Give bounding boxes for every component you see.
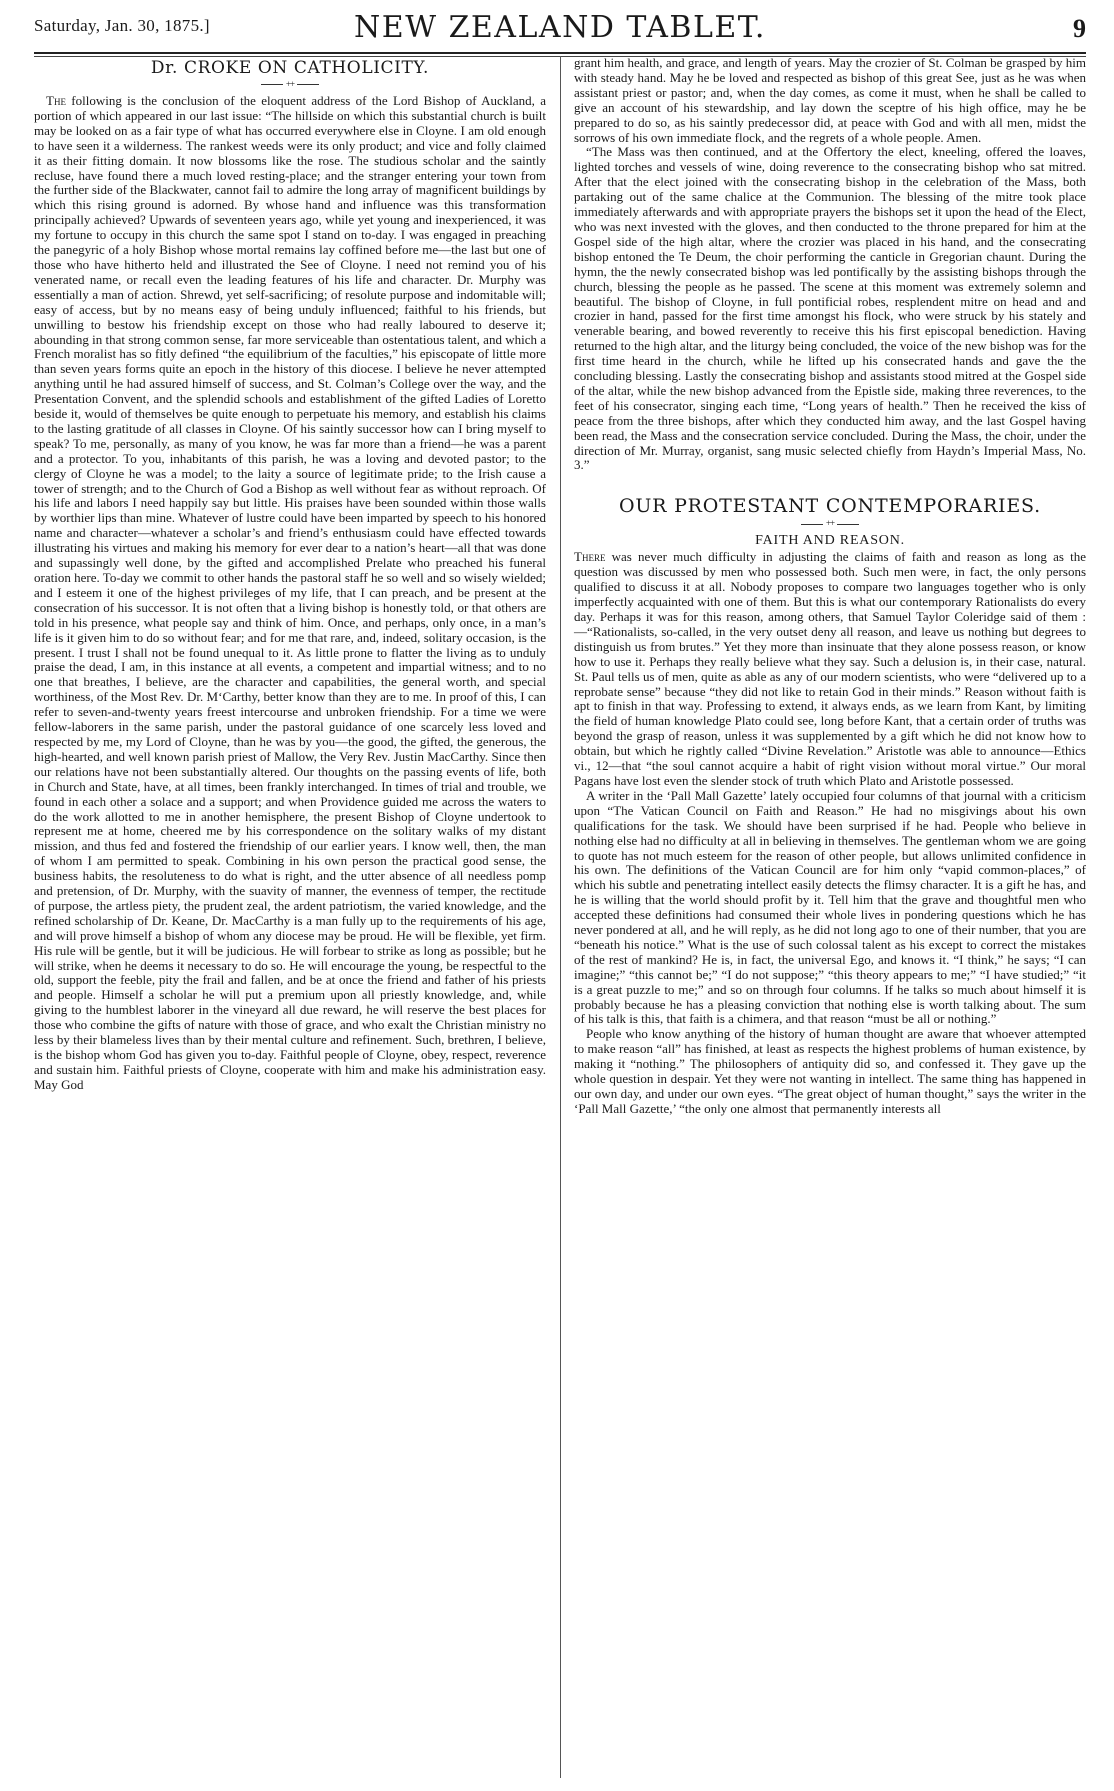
subheading-faith-reason: FAITH AND REASON. [755,533,905,549]
issue-date: Saturday, Jan. 30, 1875.] [34,16,210,35]
newspaper-title: NEW ZEALAND TABLET. [354,10,766,45]
article-paragraph: People who know anything of the history of human thought are aware that whoever attempted to make reason “all” has finished, at least as respects the highest problems of human existence, by making it “nothing.” The philosophers of antiquity did so, and confessed it. They gave up the whole question in despair. Yet they were not wanting in intellect. The same thing has happened in our own day, and under our own eyes. “The great object of human thought,” says the writer in the ‘Pall Mall Gazette,’ “the only one almost that permanently interests all [574,1026,1086,1116]
article-paragraph: following is the conclusion of the eloquent address of the Lord Bishop of Auckland, a portion of which appeared in our last issue: “The hillside on which this substantial church is built may be looked on as a fair type of what has occurred everywhere else in Cloyne. I am old enough to have seen it a wilderness. The rankest weeds were its only product; and vice and folly claimed it as their fitting domain. It now blossoms like the rose. The studious scholar and the saintly recluse, have found there a much loved resting-place; and the stranger entering your town from the further side of the Blackwater, cannot fail to admire the long array of magnificent buildings by which this rising ground is adorned. By whose hand and influence was this transformation principally achieved? Upwards of seventeen years ago, while yet young and inexperienced, it was my fortune to occupy in this church the same spot I stand on to-day. I was engaged in preaching the panegyric of a holy Bishop whose mortal remains lay coffined before me—the last but one of those who have hitherto held and illustrated the See of Cloyne. I need not remind you of his venerated name, or recall even the leading features of his life and character. Dr. Murphy was essentially a man of action. Shrewd, yet self-sacrificing; of resolute purpose and indomitable will; easy of access, but by no means easy of being unduly influenced; faithful to his friends, but unwilling to bestow his friendship except on those who had really laboured to deserve it; abounding in that strong common sense, far more serviceable than ostentatious talent, and which a French moralist has so fitly defined “the equilibrium of the faculties,” his episcopate of little more than seven years forms quite an epoch in the history of this diocese. I believe he never attempted anything until he had assured himself of success, and St. Colman’s College over the way, and the Presentation Convent, and the splendid schools and establishment of the gifted Ladies of Loretto beside it, would of themselves be quite enough to perpetuate his memory, and establish his claims to the lasting gratitude of all classes in Cloyne. Of his saintly successor how can I bring myself to speak? To me, personally, as many of you know, he was far more than a friend—he was a parent and a protector. To you, inhabitants of this parish, he was a loving and devoted pastor; to the clergy of Cloyne he was a model; to the laity a source of legitimate pride; to the Irish cause a tower of strength; and to the Church of God a Bishop as well without fear as without reproach. Of his life and labors I need happily say but little. His praises have been sounded within those walls by worthier lips than mine. Whatever of lustre could have been imparted by speech to his honored name and character—whatever a scholar’s and friend’s enthusiasm could have effected towards illustrating his virtues and making his memory for ever dear to a nation’s heart—all that was done and supassingly well done, by the gifted and accomplished Prelate who preached his funeral oration here. To-day we commit to other hands the pastoral staff he so well and so wisely wielded; and I esteem it one of the highest privileges of my life, that I can preach, and be present at the consecration of his successor. It is not often that a living bishop is honestly told, or that others are told in his presence, what people say and think of him. Once, and perhaps, only once, in a man’s life is it given him to do so without fear; and for me that rare, and, indeed, solitary occasion, is the present. I trust I shall not be found unequal to it. As little prone to flatter the living as to unduly praise the dead, I am, in this instance at all events, a competent and impartial witness; and to no one that breathes, I believe, are the character and capabilities, the general worth, and special worthiness, of the Most Rev. Dr. M‘Carthy, better know than they are to me. In proof of this, I can refer to seven-and-twenty years freest intercourse and unbroken friendship. For a time we were fellow-laborers in the same parish, under the pastoral guidance of one scarcely less loved and respected by me, my Lord of Cloyne, than he was by you—the good, the gifted, the generous, the high-hearted, and well known parish priest of Mallow, the Very Rev. Justin MacCarthy. Since then our relations have not been substantially altered. Our thoughts on the passing events of life, both in Church and State, have, at all times, been frankly interchanged. In times of trial and trouble, we found in each other a solace and a support; and when Providence guided me across the waters to do the work allotted to me in another hemisphere, the present Bishop of Cloyne undertook to represent me at home, cheered me by his correspondence on the solitary walks of my distant mission, and thus fed and fostered the friendship of our earlier years. I know well, then, the man of whom I am permitted to speak. Combining in his own person the practical good sense, the business habits, the resoluteness to do what is right, and the utter absence of all needless pomp and pretension, of Dr. Murphy, with the suavity of manner, the evenness of temper, the rectitude of purpose, the artless piety, the prudent zeal, the ardent patriotism, the varied knowledge, and the refined scholarship of Dr. Keane, Dr. MacCarthy is a man fully up to the requirements of his age, and will prove himself a bishop of whom any diocese may be proud. He will be flexible, yet firm. His rule will be gentle, but it will be judicious. He will forbear to strike as long as possible; but he will strike, when he deems it necessary to do so. He will encourage the young, be respectful to the old, support the feeble, pity the frail and fallen, and be at once the friend and father of his priests and people. Himself a scholar he will put a premium upon all priestly knowledge, and, while giving to the humblest laborer in the vineyard all due reward, he will reserve the best places for those who combine the gifts of nature with those of grace, and who exalt the Christian ministry no less by their blameless lives than by their mental culture and refinement. Such, brethren, I believe, is the bishop whom God has given you to-day. Faithful people of Cloyne, obey, respect, reverence and sustain him. Faithful priests of Cloyne, cooperate with him and make his administration easy. May God [34,93,546,1092]
left-column [34,56,560,1778]
heading-ornament: ++ [34,78,546,90]
article-paragraph-text: was never much difficulty in adjusting the claims of faith and reason as long as the question was discussed by men who possessed both. Such men were, in fact, the only persons qualified to discuss it at all. Nobody proposes to compare two languages together who is only imperfectly acquainted with one of them. But this is what our contemporary Rationalists do every day. Perhaps it was for this reason, among others, that Samuel Taylor Coleridge said of them :—“Rationalists, so-called, in the very outset deny all reason, and leave us nothing but degrees to distinguish us from brutes.” Yet they more than insinuate that they alone possess reason, or know how to use it. Perhaps they really believe what they say. Such a delusion is, in their case, natural. St. Paul tells us of men, quite as able as any of our modern scientists, who were “delivered up to a reprobate sense” because “they did not like to retain God in their minds.” Reason without faith is apt to finish in that way. Professing to extend, it always ends, as we learn from Kant, by limiting the field of human knowledge Plato could see, long before Kant, that a certain order of truths was beyond the grasp of reason, unless it was supplemented by a gift which he did not know how to obtain, but which he rightly called “Divine Revelation.” Aristotle was able to announce—Ethics vi., 12—that “the soul cannot acquire a habit of right vision without moral virtue.” Our moral Pagans have lost even the slender stock of truth which Plato and Aristotle possessed. [574,549,1086,788]
lead-word: The [46,93,66,108]
article-paragraph [574,550,1086,789]
section-heading-protestant: OUR PROTESTANT CONTEMPORARIES. [618,495,1042,518]
heading-ornament: ++ [574,517,1086,529]
continuation-paragraph: “The Mass was then continued, and at the Offertory the elect, kneeling, offered the loaves, lighted torches and vessels of wine, doing reverence to the consecrating bishop who sat mitred. After that the elect joined with the consecrating bishop in the celebration of the Mass, both partaking out of the same chalice at the Communion. The blessing of the mitre took place immediately afterwards and with appropriate prayers the bishops set it upon the head of the Elect, who was next invested with the gloves, and then conducted to the throne prepared for him at the Gospel side of the high altar, where the crozier was placed in his hand, and the consecrating bishop entoned the Te Deum, the choir performing the canticle in Gregorian chaunt. During the hymn, the the newly consecrated bishop was led pontifically by the assisting bishops through the church, blessing the people as he passed. The scene at this moment was extremely solemn and beautiful. The bishop of Cloyne, in full pontificial robes, resplendent mitre on head and and crozier in hand, passed for the first time amongst his flock, who were struck by his stately and venerable bearing, and bowed reverently to receive this his first episcopal benediction. Having returned to the high altar, and the liturgy being concluded, the voice of the new bishop was for the first time heard in the church, while he lifted up his consecrated hands and gave the the concluding blessing. Lastly the consecrating bishop and assistants stood mitred at the Gospel side of the altar, while the new bishop advanced from the Epistle side, making three reverences, to the feet of his consecrator, singing each time, “Long years of health.” Then he received the kiss of peace from the three bishops, after which they conducted him away, and the last Gospel having been read, the Mass and the consecration service concluded. During the Mass, the choir, under the direction of Mr. Murray, organist, sang music selected chiefly from Haydn’s Imperial Mass, No. 3.” [574,144,1086,473]
article-heading-croke: Dr. CROKE ON CATHOLICITY. [150,58,430,78]
article-paragraph: A writer in the ‘Pall Mall Gazette’ lately occupied four columns of that journal with a criticism upon “The Vatican Council on Faith and Reason.” He had no misgivings about his own qualifications for the task. We should have been surprised if he had. People who believe in nothing else had no difficulty at all in believing in themselves. The gentleman whom we are going to quote has not much esteem for the reason of other people, but allows unlimited confidence in his own. The definitions of the Vatican Council are for him only “vapid common-places,” of which his subtle and penetrating intellect easily detects the flimsy character. It is a gift he has, and he is willing that the world should profit by it. Tell him that the grave and thoughtful men who accepted these definitions had consumed their whole lives in pondering questions which he has never pondered at all, and he will reply, as he did not long ago to one of their number, that you are “beneath his notice.” What is the use of such colossal talent as his except to correct the mistakes of the rest of mankind? He is, in fact, the universal Ego, and knows it. “I think,” he says; “I can imagine;” “this cannot be;” “I do not suppose;” “this theory appears to me;” “I have studied;” “it is a great puzzle to me;” and so on through four columns. If he talks so much about himself it is probably because he has a pleasing conviction that nothing else is worth talking about. The sum of his talk is this, that faith is a chimera, and that reason “must be all or nothing.” [574,787,1086,1027]
right-column [560,56,1086,1778]
masthead-rule [34,52,1086,54]
lead-word: There [574,549,606,565]
page-number: 9 [1073,14,1086,43]
article-body-croke [34,94,546,1093]
continuation-paragraph: grant him health, and grace, and length of years. May the crozier of St. Colman be grasped by him with steady hand. May he be loved and respected as bishop of this great See, just as he was when assistant priest or pastor; and, when the day comes, as come it must, when he shall be called to give an account of his stewardship, and lay down the sceptre of his high office, may he be prepared to do so, as his saintly predecessor did, at peace with God and with all men, midst the sorrows of his own immediate flock, and the regrets of a whole people. Amen. [574,56,1086,145]
newspaper-page [34,8,1086,1783]
columns [34,56,1086,1778]
masthead [34,8,1086,48]
